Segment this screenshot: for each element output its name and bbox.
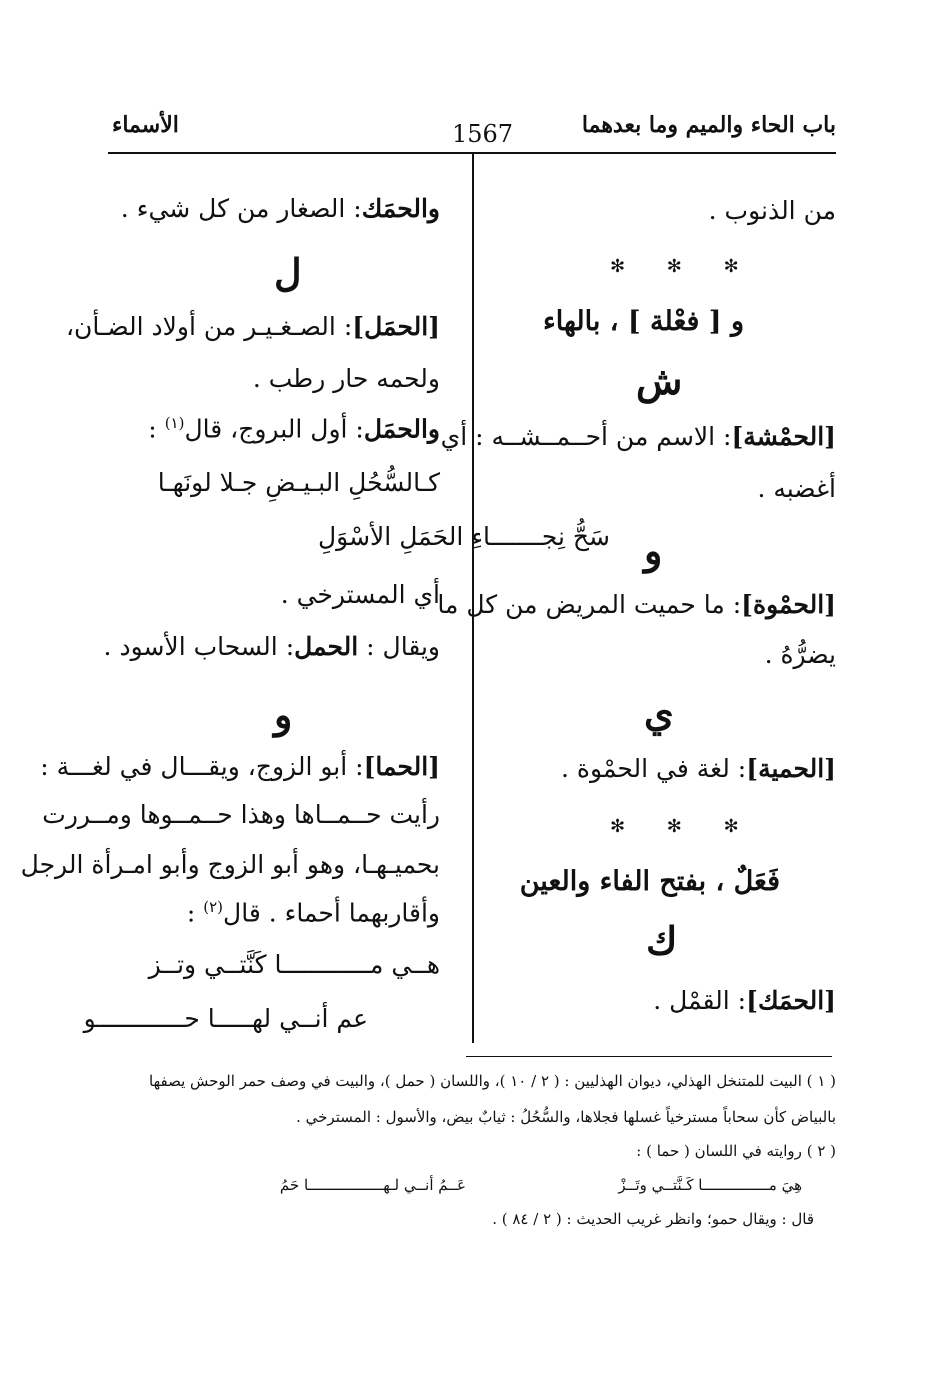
entry-term: والحمَك — [361, 194, 440, 223]
entry-hamal-cont: ولحمه حار رطب . — [252, 364, 440, 393]
entry-term: والحمَل — [363, 414, 440, 444]
root-letter-heading: ك — [646, 918, 678, 963]
entry-hamwa-cont: يضرُّهُ . — [764, 640, 836, 669]
footnote-verse: عَــمُ أنــي لـهـــــــــــــــــا حَمُ — [279, 1176, 466, 1194]
gloss-text: أي المسترخي . — [280, 580, 440, 609]
pattern-heading: و [ فعْلة ] ، بالهاء — [543, 306, 744, 337]
footnote-ref[interactable]: (٢) — [203, 898, 224, 916]
entry-term: [الحمية] — [746, 754, 836, 783]
footnote-1-cont: بالبياض كأن سحاباً مسترخياً غسلها فجلاها، والسُّحُلُ : ثيابٌ بيض، والأسول : المسترخي . — [296, 1108, 836, 1126]
entry-hamak: [الحمَك]: القمْل . — [653, 986, 836, 1015]
continuation-text: من الذنوب . — [708, 196, 836, 225]
root-letter-heading: ش — [636, 358, 683, 403]
verse-line: سَحُّ نِجـــــــاءِ الحَمَلِ الأسْوَلِ — [318, 522, 610, 551]
entry-term: [الحمَل] — [352, 312, 440, 341]
entry-hamal-zodiac: والحمَل: أول البروج، قال$^{(١)}$ : — [148, 414, 440, 444]
footnote-verse: هِيَ مـــــــــــــــا كَـنَّتــي وتَــزْ — [618, 1176, 802, 1194]
entry-hama-cont: رأيت حــمــاها وهذا حــمــوها ومــررت — [42, 800, 440, 829]
entry-hamak-small: والحمَك: الصغار من كل شيء . — [120, 194, 440, 223]
entry-term: [الحمْشة] — [731, 422, 836, 451]
entry-hamsha: [الحمْشة]: الاسم من أحــمــشــه : أي — [440, 422, 836, 451]
root-letter-heading: و — [644, 528, 663, 573]
footnote-1: ( ١ ) البيت للمتنخل الهذلي، ديوان الهذليين : ( ٢ / ١٠ )، واللسان ( حمل )، والبيت في وصف حمر الوحش يصفها — [149, 1072, 836, 1090]
entry-hama-cont: بحميـهـا، وهو أبو الزوج وأبو امـرأة الرجل — [20, 850, 440, 879]
root-letter-heading: ل — [274, 250, 302, 295]
separator-stars: ✻ ✻ ✻ — [610, 256, 757, 277]
footnote-rule — [466, 1056, 832, 1057]
entry-term: [الحما] — [363, 752, 440, 781]
page-number: 1567 — [452, 120, 514, 148]
footnote-2-cont: قال : ويقال حمو؛ وانظر غريب الحديث : ( ٢ / ٨٤ ) . — [492, 1210, 814, 1228]
verse-line: كـالسُّحُلِ البـيـضِ جـلا لونَهـا — [157, 468, 440, 497]
root-letter-heading: ي — [644, 690, 674, 735]
root-letter-heading: و — [274, 692, 293, 737]
running-head-left: الأسماء — [112, 112, 179, 138]
separator-stars: ✻ ✻ ✻ — [610, 816, 757, 837]
entry-hamal-cloud: ويقال : الحمل: السحاب الأسود . — [103, 632, 440, 661]
entry-hamsha-cont: أغضبه . — [757, 474, 836, 503]
verse-line: عم أنــي لهـــــا حــــــــــــو — [83, 1004, 368, 1033]
entry-hama: [الحما]: أبو الزوج، ويقـــال في لغـــة : — [40, 752, 440, 781]
footnote-2: ( ٢ ) روايته في اللسان ( حما ) : — [636, 1142, 836, 1160]
verse-line: هــي مــــــــــــا كَنَّتــي وتــز — [148, 950, 440, 979]
entry-term: الحمل — [294, 632, 359, 661]
entry-hamal: [الحمَل]: الصـغـيـر من أولاد الضـأن، — [65, 312, 440, 341]
pattern-heading: فَعَلٌ ، بفتح الفاء والعين — [519, 866, 780, 897]
entry-term: [الحمْوة] — [741, 590, 836, 619]
entry-himya: [الحمية]: لغة في الحمْوة . — [561, 754, 836, 783]
footnote-ref[interactable]: (١) — [164, 414, 185, 432]
running-head-right: باب الحاء والميم وما بعدهما — [581, 112, 836, 138]
entry-hama-cont: وأقاربهما أحماء . قال$^{(٢)}$ : — [186, 898, 440, 928]
entry-hamwa: [الحمْوة]: ما حميت المريض من كل ما — [437, 590, 836, 619]
entry-term: [الحمَك] — [746, 986, 836, 1015]
